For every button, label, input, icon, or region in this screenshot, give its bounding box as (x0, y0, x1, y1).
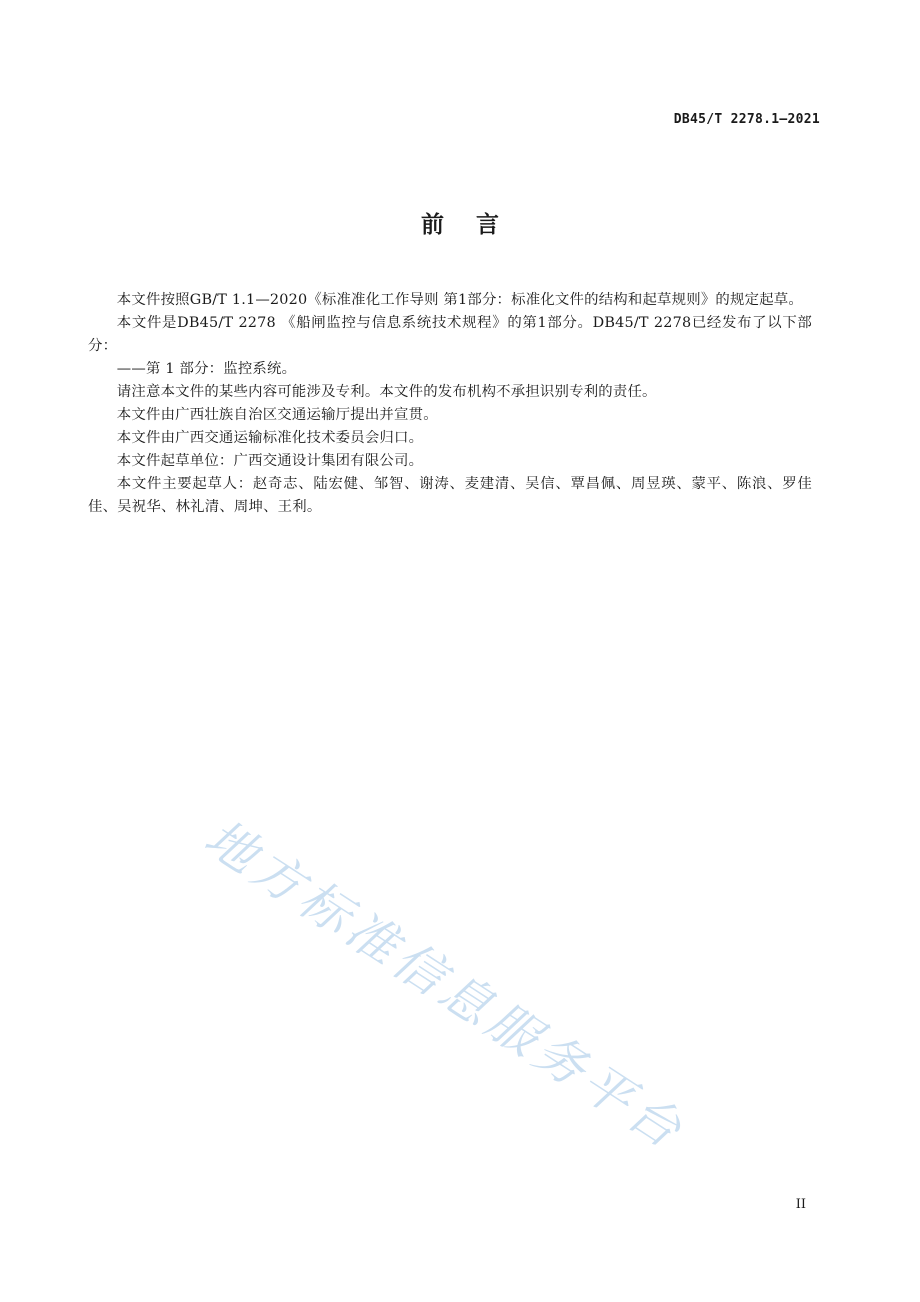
foreword-body (88, 289, 812, 519)
paragraph-patent-notice: 请注意本文件的某些内容可能涉及专利。本文件的发布机构不承担识别专利的责任。 (116, 384, 657, 400)
paragraph-drafting-rules: 本文件按照GB/T 1.1—2020《标准准化工作导则 第1部分：标准化文件的结构和起草规则》的规定起草。 (116, 292, 803, 308)
page-title: 前言 (421, 212, 531, 238)
paragraph-committee: 本文件由广西交通运输标准化技术委员会归口。 (116, 430, 424, 446)
paragraph-document-part: 本文件是DB45/T 2278 《船闸监控与信息系统技术规程》的第1部分。DB45/T 2278已经发布了以下部分： (88, 315, 812, 354)
paragraph-proposer: 本文件由广西壮族自治区交通运输厅提出并宣贯。 (116, 407, 438, 423)
watermark-text: 地方标准信息服务平台 (194, 808, 696, 1162)
paragraph-drafting-unit: 本文件起草单位：广西交通设计集团有限公司。 (116, 453, 424, 469)
paragraph-drafters: 本文件主要起草人：赵奇志、陆宏健、邹智、谢涛、麦建清、吴信、覃昌佩、周昱瑛、蒙平、陈浪、罗佳佳、吴祝华、林礼清、周坤、王利。 (88, 476, 812, 515)
page-number: II (795, 1197, 806, 1212)
paragraph-part-list-item: ——第 1 部分：监控系统。 (116, 361, 297, 377)
document-code: DB45/T 2278.1—2021 (673, 112, 820, 127)
